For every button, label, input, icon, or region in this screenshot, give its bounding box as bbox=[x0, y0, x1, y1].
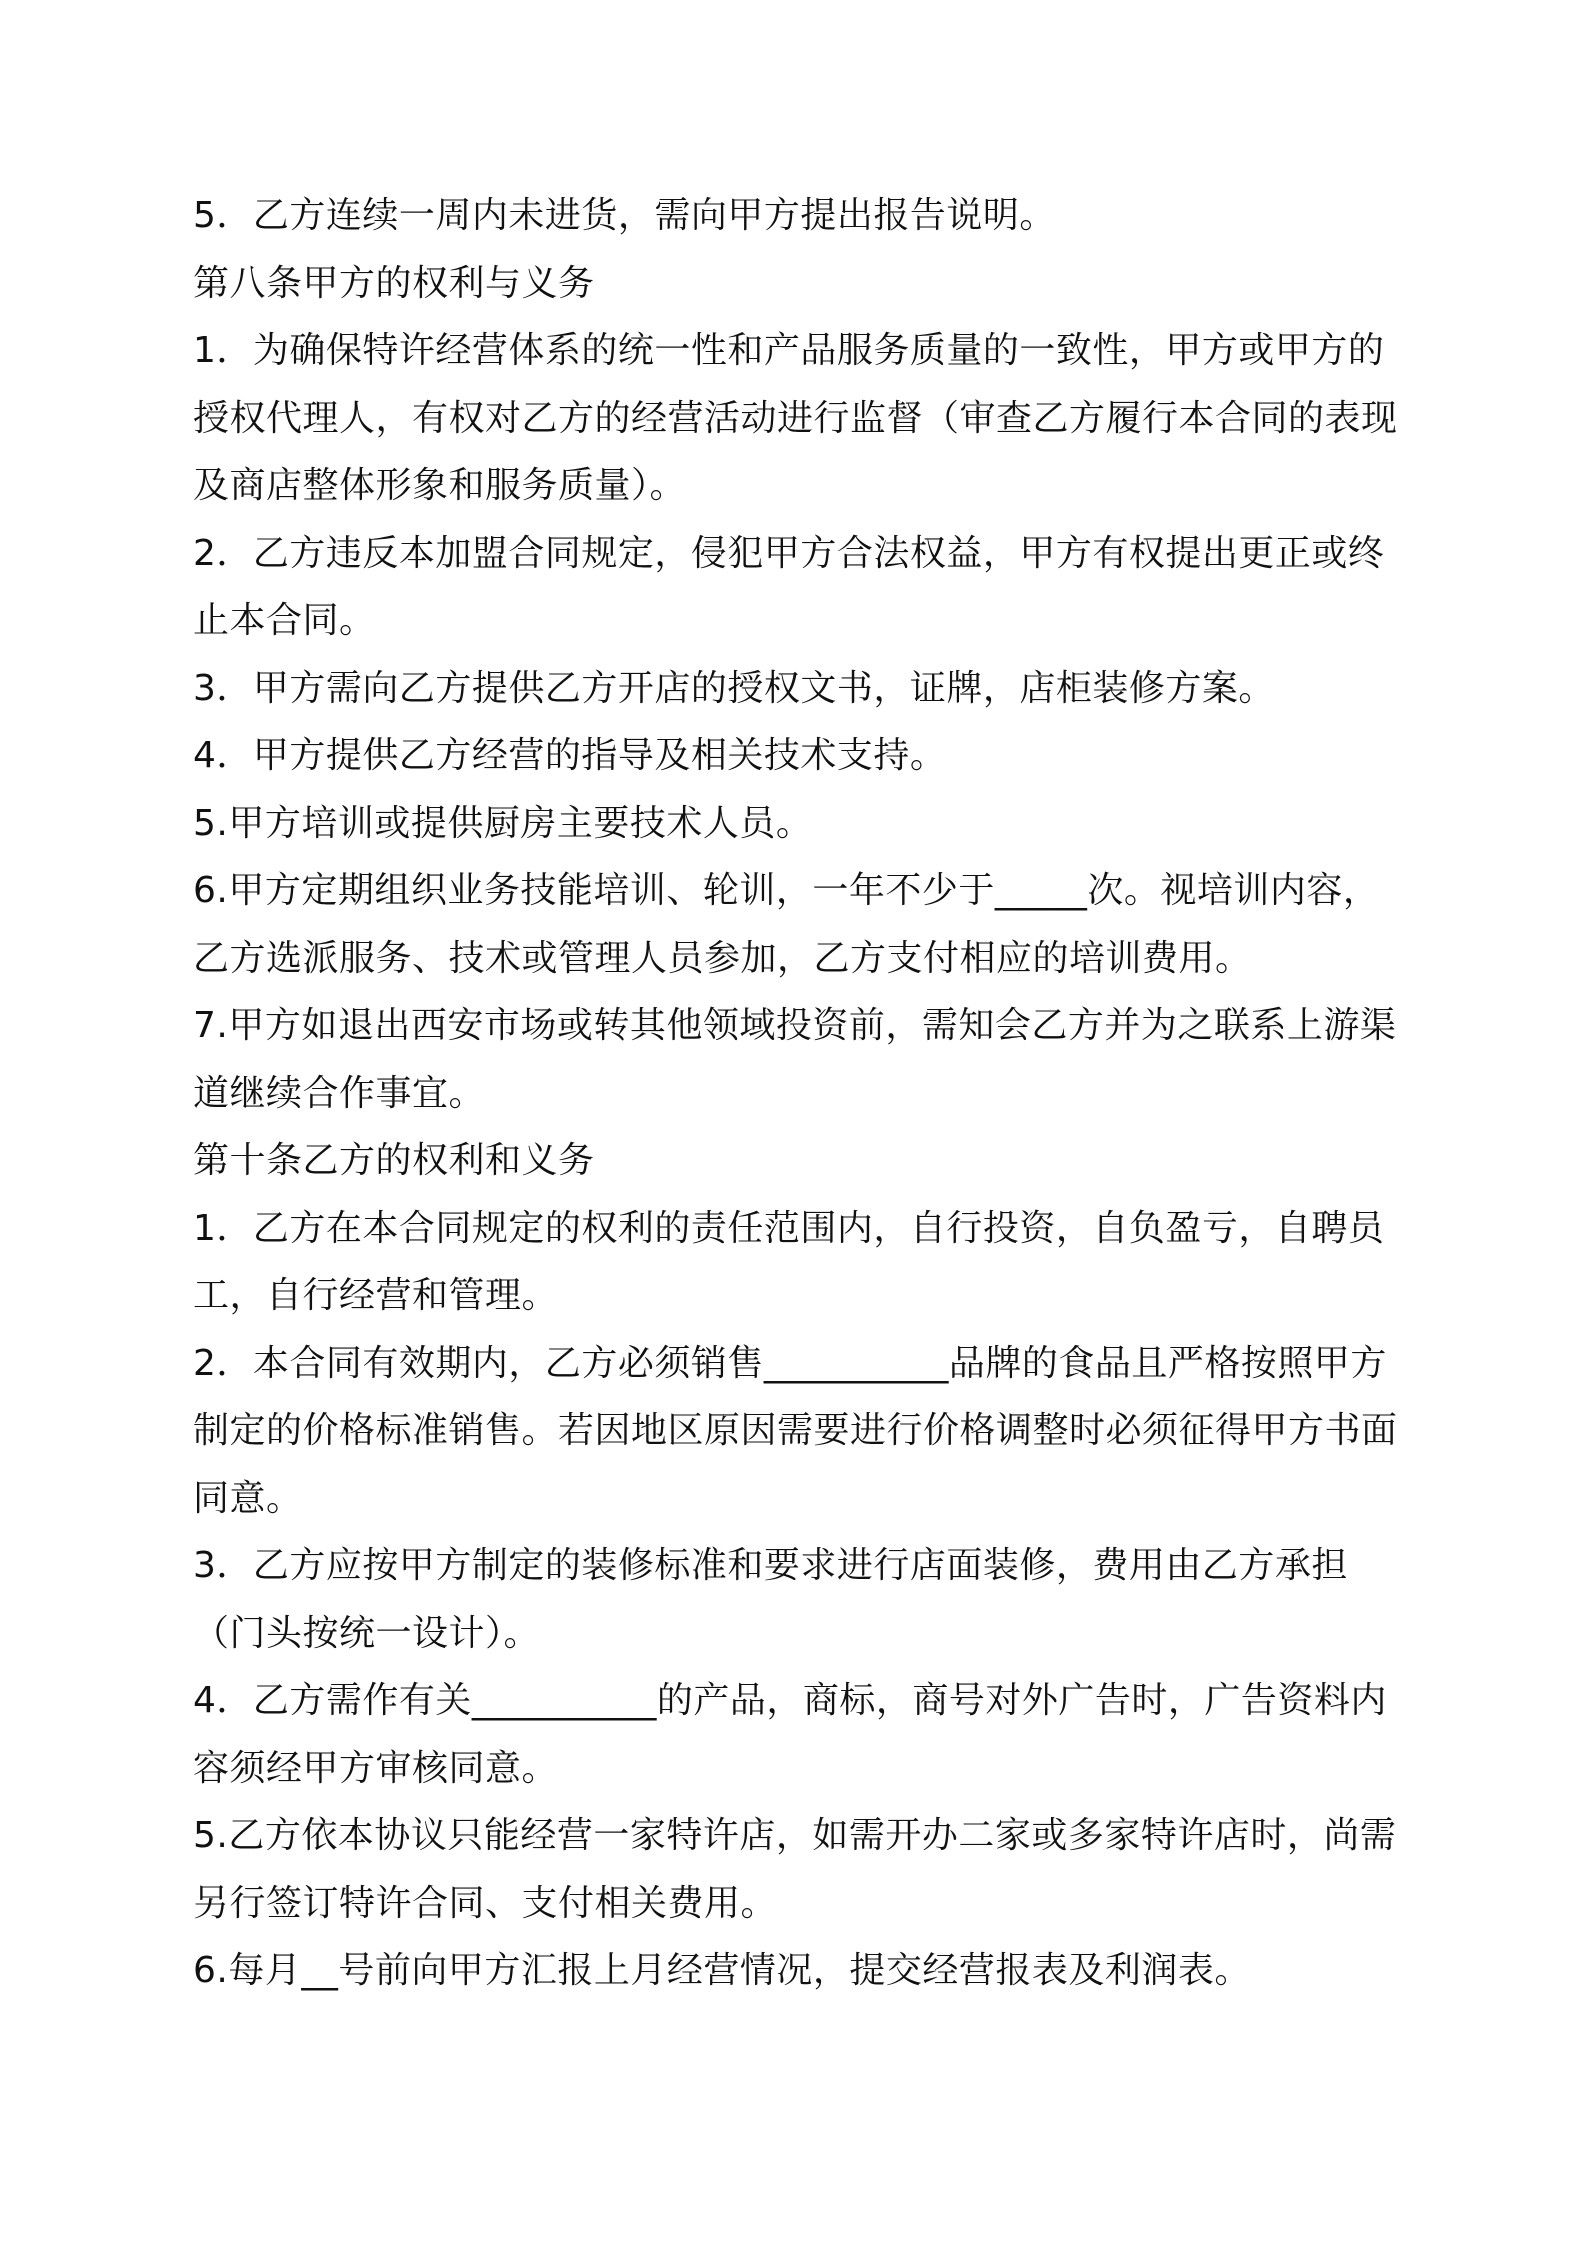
clause-paragraph: 5.乙方依本协议只能经营一家特许店，如需开办二家或多家特许店时，尚需另行签订特许合同、支付相关费用。 bbox=[193, 1815, 1397, 1924]
clause-paragraph: 2．本合同有效期内，乙方必须销售__________品牌的食品且严格按照甲方制定的价格标准销售。若因地区原因需要进行价格调整时必须征得甲方书面同意。 bbox=[193, 1342, 1398, 1519]
clause-paragraph: 7.甲方如退出西安市场或转其他领域投资前，需知会乙方并为之联系上游渠道继续合作事宜。 bbox=[193, 1005, 1397, 1114]
clause-paragraph: 5.甲方培训或提供厨房主要技术人员。 bbox=[193, 802, 813, 844]
contract-page bbox=[193, 182, 1408, 2005]
clause-paragraph: 5．乙方连续一周内未进货，需向甲方提出报告说明。 bbox=[193, 195, 1056, 236]
article-heading: 第八条甲方的权利与义务 bbox=[193, 262, 595, 304]
clause-paragraph: 6.每月__号前向甲方汇报上月经营情况，提交经营报表及利润表。 bbox=[193, 1950, 1251, 1991]
clause-paragraph: 1．乙方在本合同规定的权利的责任范围内，自行投资，自负盈亏，自聘员工，自行经营和管理。 bbox=[193, 1207, 1385, 1316]
clause-paragraph: 3．乙方应按甲方制定的装修标准和要求进行店面装修，费用由乙方承担（门头按统一设计）。 bbox=[193, 1545, 1348, 1654]
clause-paragraph: 6.甲方定期组织业务技能培训、轮训，一年不少于_____次。视培训内容，乙方选派服务、技术或管理人员参加，乙方支付相应的培训费用。 bbox=[193, 870, 1380, 979]
clause-paragraph: 3．甲方需向乙方提供乙方开店的授权文书，证牌，店柜装修方案。 bbox=[193, 667, 1275, 709]
clause-paragraph: 1．为确保特许经营体系的统一性和产品服务质量的一致性，甲方或甲方的授权代理人，有权对乙方的经营活动进行监督（审查乙方履行本合同的表现及商店整体形象和服务质量）。 bbox=[193, 330, 1398, 506]
clause-paragraph: 4．乙方需作有关__________的产品，商标，商号对外广告时，广告资料内容须经甲方审核同意。 bbox=[193, 1680, 1387, 1789]
clause-paragraph: 2．乙方违反本加盟合同规定，侵犯甲方合法权益，甲方有权提出更正或终止本合同。 bbox=[193, 532, 1385, 641]
clause-paragraph: 4．甲方提供乙方经营的指导及相关技术支持。 bbox=[193, 735, 947, 776]
article-heading: 第十条乙方的权利和义务 bbox=[193, 1140, 595, 1181]
